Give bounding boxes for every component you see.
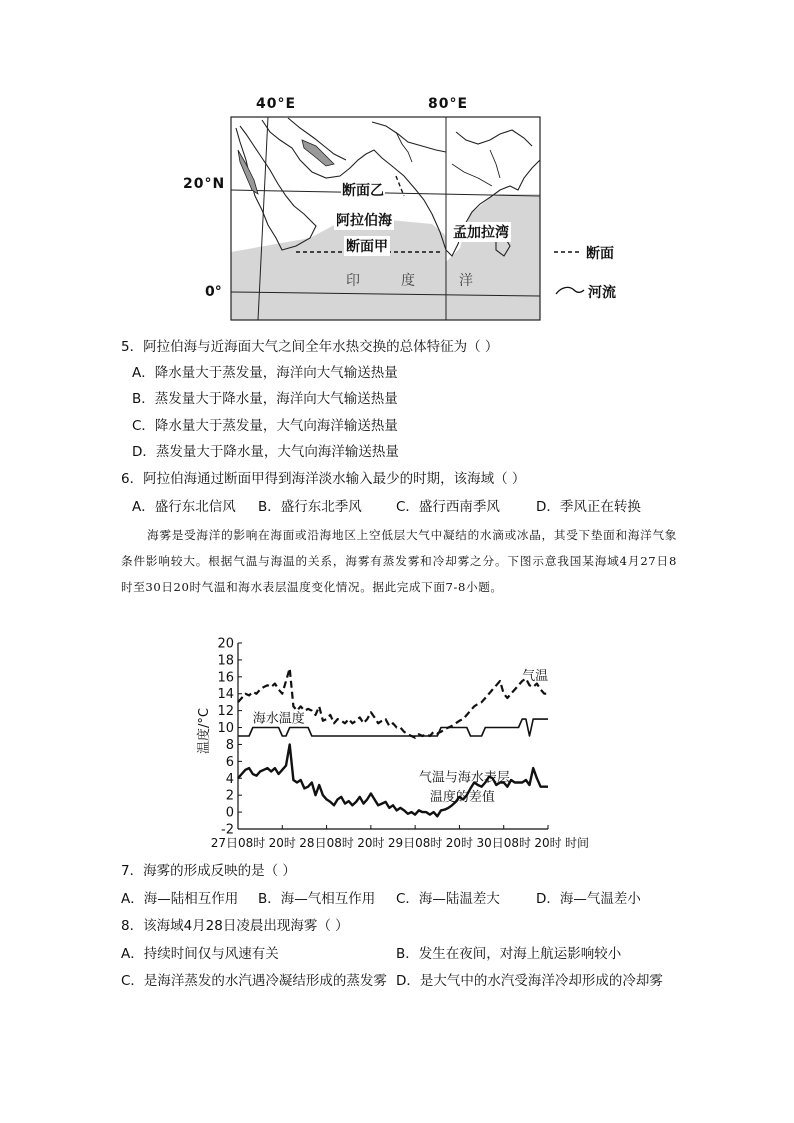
annotation-diff-line2: 温度的差值: [429, 790, 495, 806]
y-tick-label: 20: [217, 636, 234, 652]
legend-river-label: 河流: [588, 285, 616, 301]
y-tick-label: 18: [217, 653, 234, 669]
map-label-arabian-sea: 阿拉伯海: [334, 210, 394, 230]
map-label-indian-ocean-3: 洋: [459, 273, 473, 289]
y-tick-label: 8: [225, 737, 234, 753]
question-6-option-d: D．季风正在转换: [536, 499, 641, 515]
map-label-bay-of-bengal: 孟加拉湾: [451, 222, 511, 242]
x-tick-label: 20时: [445, 836, 474, 850]
legend-section-label: 断面: [586, 246, 614, 262]
question-5-option-d: D．蒸发量大于降水量，大气向海洋输送热量: [132, 444, 399, 460]
question-6-option-c: C．盛行西南季风: [396, 499, 500, 515]
temperature-chart: [0, 632, 794, 852]
y-tick-label: 4: [225, 771, 234, 787]
y-tick-label: 14: [217, 687, 234, 703]
y-tick-label: 6: [225, 754, 234, 770]
question-6-option-b: B．盛行东北季风: [258, 499, 362, 515]
legend-river-mark: [556, 287, 584, 294]
annotation-air-temp: 气温: [522, 669, 549, 685]
x-tick-label: 27日08时: [210, 836, 266, 850]
question-5-option-b: B．蒸发量大于降水量，海洋向大气输送热量: [132, 391, 398, 407]
map-label-section-a: 断面甲: [344, 236, 390, 256]
map-figure: [0, 0, 794, 330]
persian-gulf: [302, 140, 334, 166]
question-7-option-d: D．海—气温差小: [536, 891, 641, 907]
passage-text: 海雾是受海洋的影响在海面或沿海地区上空低层大气中凝结的水滴或冰晶，其受下垫面和海洋气象条件影响较大。根据气温与海温的关系，海雾有蒸发雾和冷却雾之分。下图示意我国某海域4月27日8时至30日20时气温和海水表层温度变化情况。据此完成下面7-8小题。: [121, 528, 677, 594]
y-tick-label: 10: [217, 721, 234, 737]
question-5-stem: 5．阿拉伯海与近海面大气之间全年水热交换的总体特征为（ ）: [121, 339, 499, 355]
question-7-stem: 7．海雾的形成反映的是（ ）: [121, 863, 296, 879]
lon-label-80e: 80°E: [428, 96, 469, 112]
passage-paragraph: [121, 522, 677, 600]
annotation-diff-line1: 气温与海水表层: [418, 770, 510, 786]
x-tick-label: 30日08时: [476, 836, 531, 850]
x-tick-label: 28日08时: [299, 836, 354, 850]
question-5-option-a: A．降水量大于蒸发量，海洋向大气输送热量: [132, 365, 398, 381]
lon-label-40e: 40°E: [256, 96, 297, 112]
question-7-option-a: A．海—陆相互作用: [121, 891, 239, 907]
lat-label-0: 0°: [205, 284, 222, 300]
question-8-option-c: C．是海洋蒸发的水汽遇冷凝结形成的蒸发雾: [121, 973, 387, 989]
map-label-section-b: 断面乙: [341, 180, 385, 200]
question-6-option-a: A．盛行东北信风: [132, 499, 236, 515]
y-tick-label: -2: [221, 822, 234, 838]
question-8-option-d: D．是大气中的水汽受海洋冷却形成的冷却雾: [396, 973, 663, 989]
y-tick-label: 0: [225, 805, 234, 821]
question-8-stem: 8．该海域4月28日凌晨出现海雾（ ）: [121, 918, 349, 934]
x-axis-label: 时间: [565, 836, 590, 850]
lat-label-20n: 20°N: [183, 176, 226, 192]
question-7-option-c: C．海—陆温差大: [396, 891, 500, 907]
y-tick-label: 16: [217, 670, 234, 686]
y-tick-label: 2: [225, 788, 234, 804]
y-axis-label: 温度/°C: [197, 708, 212, 754]
rivers: [396, 132, 500, 186]
annotation-sea-temp: 海水温度: [252, 711, 305, 727]
x-tick-label: 20时: [534, 836, 562, 850]
question-5-option-c: C．降水量大于蒸发量，大气向海洋输送热量: [132, 418, 398, 434]
x-tick-label: 20时: [357, 836, 385, 850]
x-tick-label: 29日08时: [387, 836, 443, 850]
indian-ocean-map: [0, 0, 794, 330]
question-8-option-a: A．持续时间仅与风速有关: [121, 946, 279, 962]
question-7-option-b: B．海—气相互作用: [258, 891, 376, 907]
question-6-stem: 6．阿拉伯海通过断面甲得到海洋淡水输入最少的时期，该海域（ ）: [121, 471, 526, 487]
y-tick-label: 12: [217, 704, 234, 720]
x-tick-label: 20时: [268, 836, 296, 850]
red-sea: [238, 150, 258, 194]
map-label-indian-ocean-2: 度: [401, 273, 415, 289]
question-8-option-b: B．发生在夜间，对海上航运影响较小: [396, 946, 622, 962]
map-label-indian-ocean-1: 印: [346, 273, 360, 289]
